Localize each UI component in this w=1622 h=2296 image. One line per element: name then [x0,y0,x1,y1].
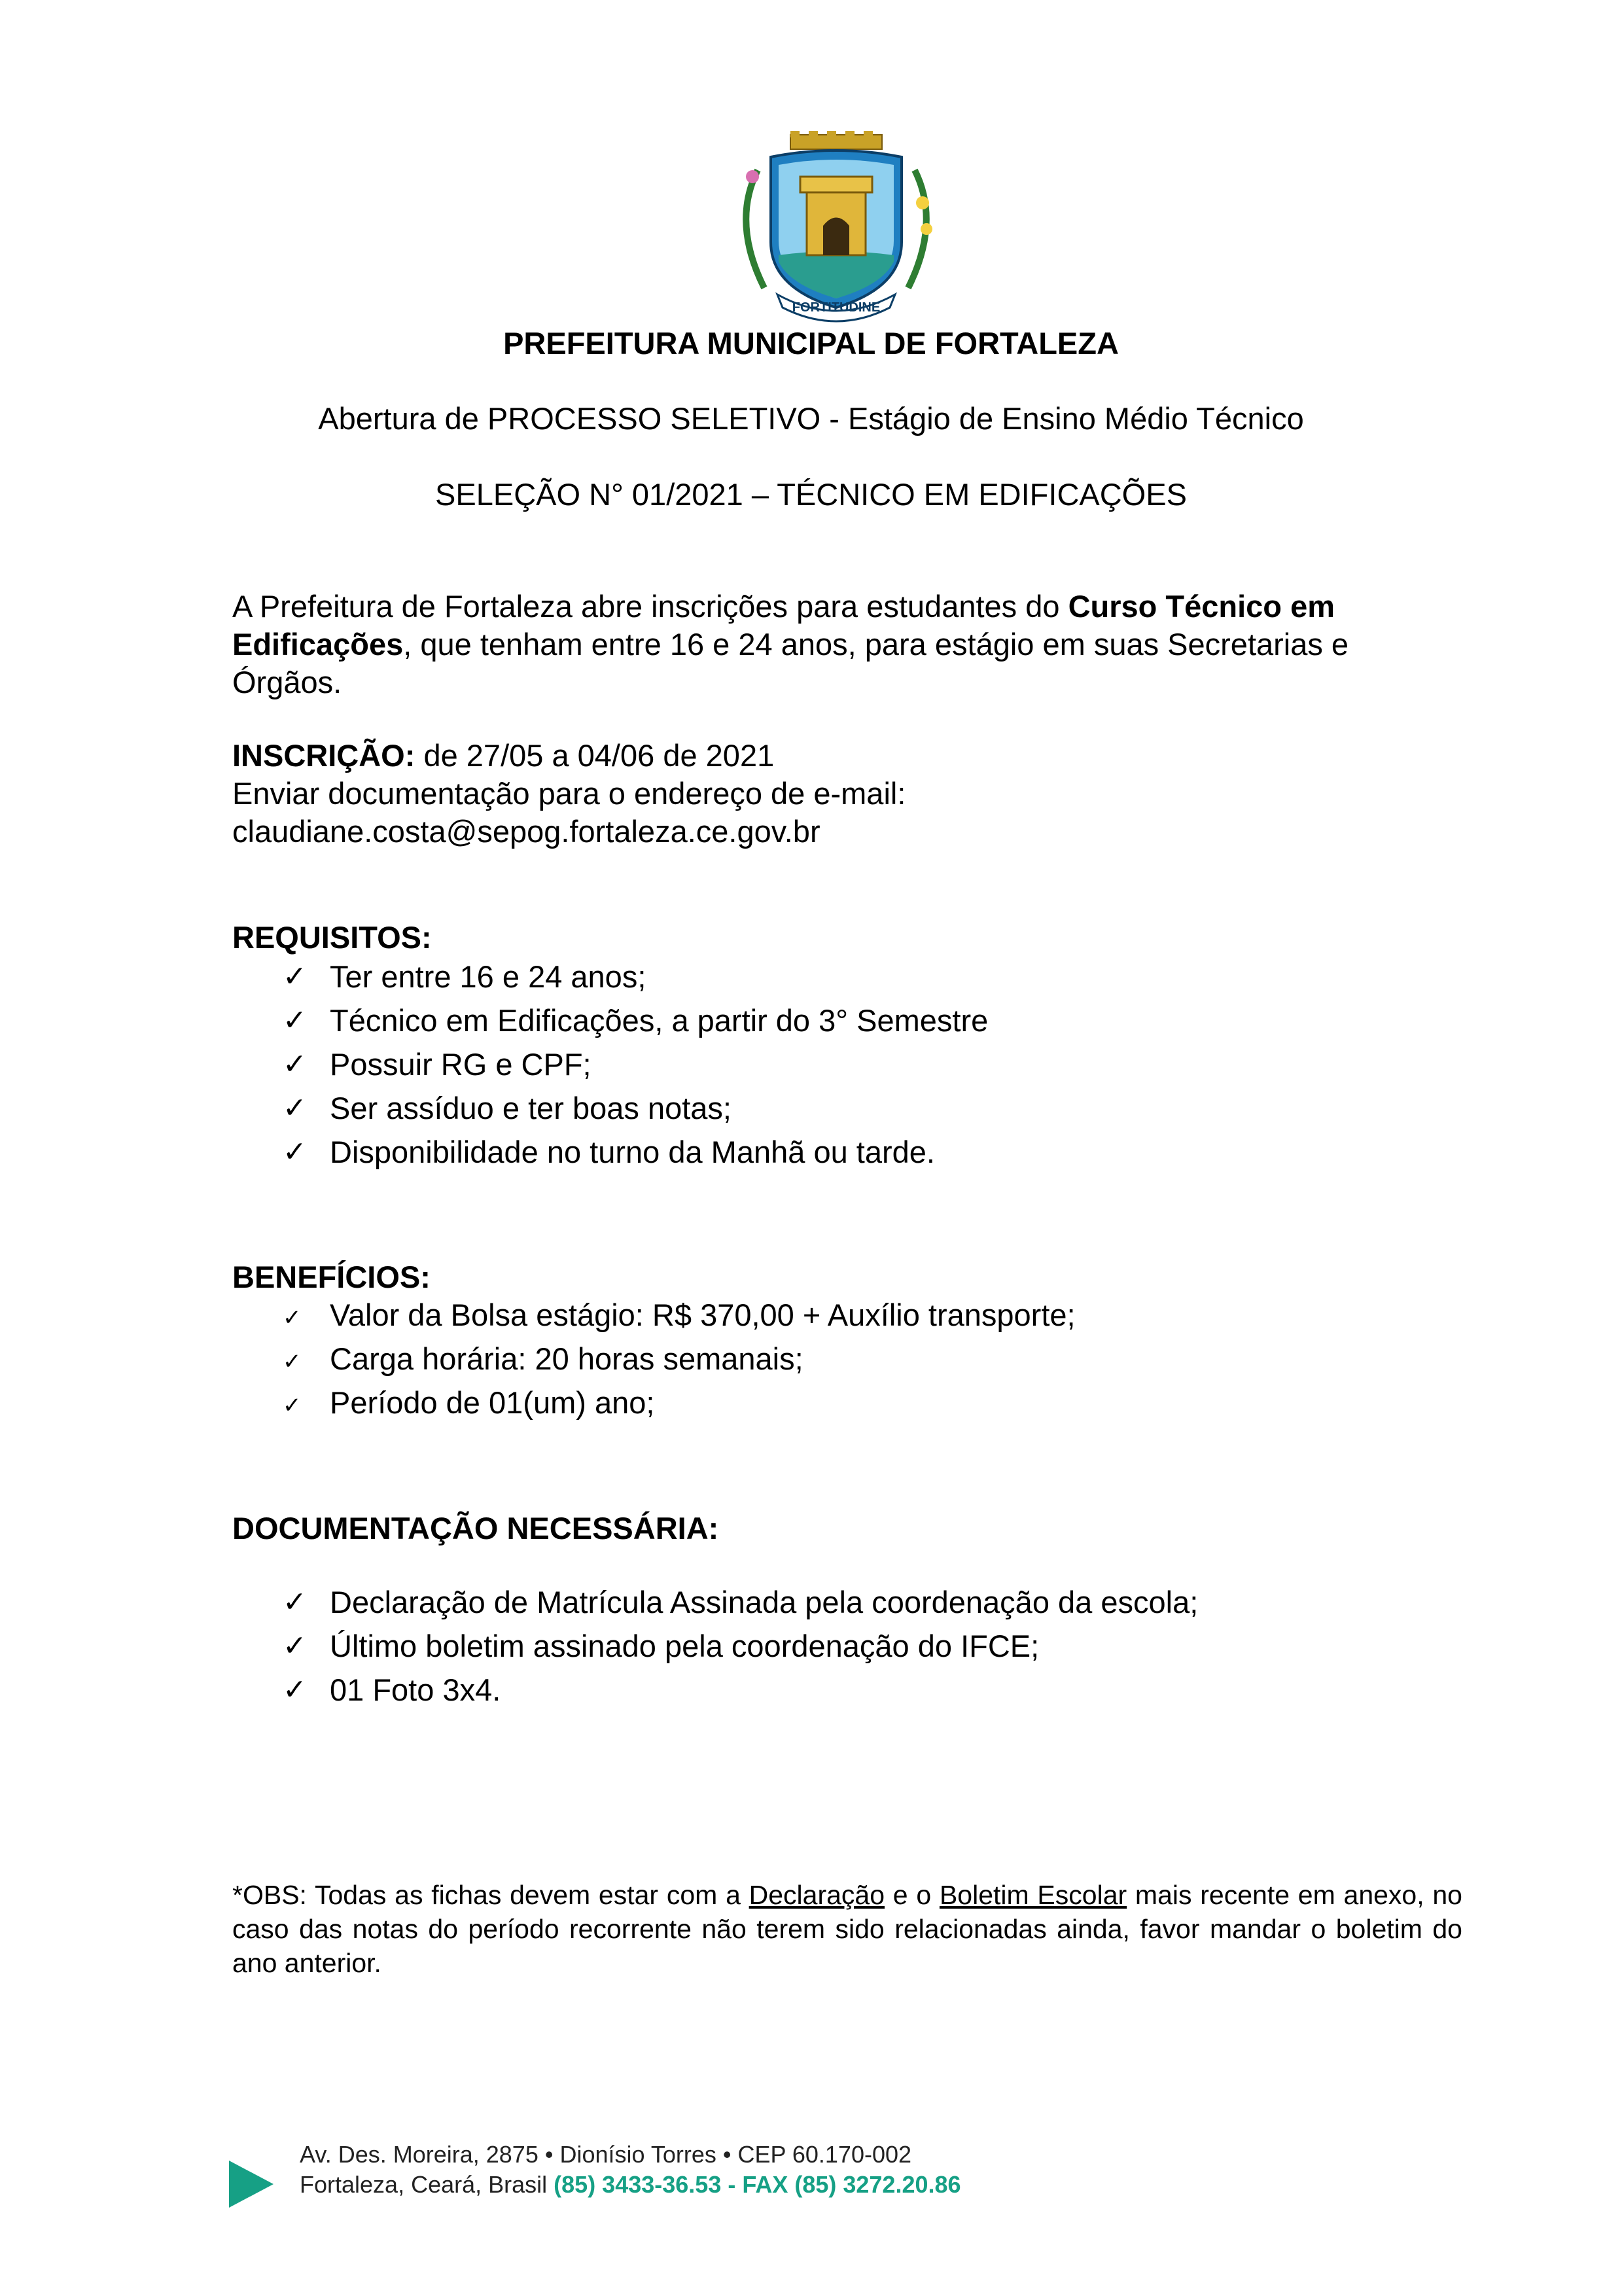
declaracao-underlined: Declaração [749,1880,885,1910]
inscricao-email: claudiane.costa@sepog.fortaleza.ce.gov.br [232,814,820,849]
list-item: ✓ Declaração de Matrícula Assinada pela coordenação da escola; [283,1585,1199,1619]
inscricao-section [232,737,1462,851]
requisitos-heading: REQUISITOS: [232,920,432,955]
observation-note: *OBS: Todas as fichas devem estar com a Declaração e o Boletim Escolar mais recente em anexo, no caso das notas do período recorrente não terem sido relacionadas ainda, favor mandar o boletim do ano anterior. [232,1880,1462,1978]
list-item: ✓ Disponibilidade no turno da Manhã ou tarde. [283,1135,935,1169]
coat-of-arms-logo [718,131,954,327]
crest-motto: FORTITUDINE [792,300,881,315]
list-item: ✓ 01 Foto 3x4. [283,1672,501,1707]
page-title: PREFEITURA MUNICIPAL DE FORTALEZA [503,326,1119,361]
checkmark-icon: ✓ [283,1305,302,1330]
list-item: ✓ Valor da Bolsa estágio: R$ 370,00 + Auxílio transporte; [283,1297,1076,1341]
checkmark-icon: ✓ [283,1092,307,1124]
list-item: ✓ Carga horária: 20 horas semanais; [283,1341,1076,1385]
footer-address-line: Av. Des. Moreira, 2875 • Dionísio Torres • CEP 60.170-002 [300,2141,912,2168]
checkmark-icon: ✓ [283,1674,307,1706]
checkmark-icon: ✓ [283,1048,307,1080]
documentacao-list [283,1584,1198,1716]
list-item: ✓ Ser assíduo e ter boas notas; [283,1091,732,1125]
list-item: ✓ Último boletim assinado pela coordenação do IFCE; [283,1629,1040,1663]
checkmark-icon: ✓ [283,1630,307,1662]
footer-city: Fortaleza, Ceará, Brasil [300,2171,554,2198]
list-item: ✓ Técnico em Edificações, a partir do 3° Semestre [283,1003,989,1038]
checkmark-icon: ✓ [283,961,307,993]
inscricao-label: INSCRIÇÃO: [232,738,415,773]
intro-text-1: A Prefeitura de Fortaleza abre inscrições para estudantes do [232,589,1068,624]
checkmark-icon: ✓ [283,1393,302,1418]
list-item: ✓ Período de 01(um) ano; [283,1385,1076,1428]
checkmark-icon: ✓ [283,1004,307,1036]
checkmark-icon: ✓ [283,1586,307,1618]
checkmark-icon: ✓ [283,1136,307,1168]
list-item: ✓ Ter entre 16 e 24 anos; [283,959,646,994]
boletim-underlined: Boletim Escolar [939,1880,1127,1910]
inscricao-dates: de 27/05 a 04/06 de 2021 [415,738,775,773]
page-subtitle: Abertura de PROCESSO SELETIVO - Estágio de Ensino Médio Técnico [318,401,1304,436]
selection-number: SELEÇÃO N° 01/2021 – TÉCNICO EM EDIFICAÇÕES [435,477,1187,512]
checkmark-icon: ✓ [283,1349,302,1374]
footer-address [300,2140,961,2200]
footer-phones: (85) 3433-36.53 - FAX (85) 3272.20.86 [554,2171,961,2198]
inscricao-instruction: Enviar documentação para o endereço de e-mail: [232,776,906,811]
footer-arrow-icon [229,2161,273,2208]
intro-text-2: , que tenham entre 16 e 24 anos, para estágio em suas Secretarias e Órgãos. [232,627,1349,699]
requisitos-list [283,959,988,1178]
intro-course-name: Curso Técnico em Edificações [232,589,1335,662]
list-item: ✓ Possuir RG e CPF; [283,1047,591,1082]
beneficios-list [283,1297,1076,1428]
beneficios-heading: BENEFÍCIOS: [232,1260,431,1294]
intro-paragraph [232,588,1462,701]
documentacao-heading: DOCUMENTAÇÃO NECESSÁRIA: [232,1511,719,1545]
